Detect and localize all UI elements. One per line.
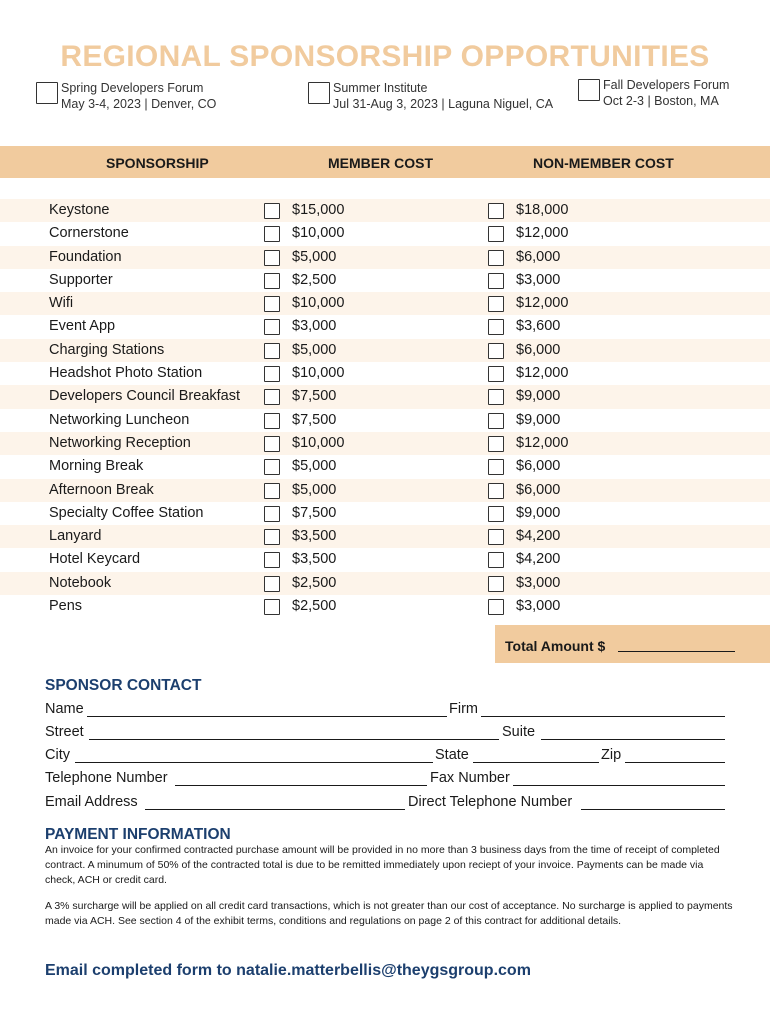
table-row	[0, 502, 770, 525]
member-cost-checkbox[interactable]	[264, 250, 280, 266]
member-cost-checkbox[interactable]	[264, 436, 280, 452]
sponsorship-name: Afternoon Break	[49, 481, 154, 498]
contact-row-name	[45, 701, 725, 719]
member-cost-value: $5,000	[292, 481, 337, 498]
non-member-cost-value: $12,000	[516, 225, 569, 242]
member-cost-checkbox[interactable]	[264, 319, 280, 335]
member-cost-value: $5,000	[292, 341, 337, 358]
table-row	[0, 432, 770, 455]
sponsorship-name: Event App	[49, 318, 116, 335]
sponsorship-name: Headshot Photo Station	[49, 365, 203, 382]
sponsorship-name: Foundation	[49, 248, 122, 265]
non-member-cost-checkbox[interactable]	[488, 319, 504, 335]
table-row	[0, 362, 770, 385]
non-member-cost-checkbox[interactable]	[488, 413, 504, 429]
member-cost-value: $3,000	[292, 318, 337, 335]
non-member-cost-checkbox[interactable]	[488, 483, 504, 499]
header-sponsorship: SPONSORSHIP	[106, 155, 209, 171]
sponsorship-name: Morning Break	[49, 458, 144, 475]
direct-phone-label: Direct Telephone Number	[408, 794, 573, 810]
suite-label: Suite	[502, 724, 536, 740]
sponsor-contact-heading: SPONSOR CONTACT	[45, 677, 202, 694]
member-cost-checkbox[interactable]	[264, 459, 280, 475]
contact-row-street	[45, 724, 725, 742]
non-member-cost-checkbox[interactable]	[488, 273, 504, 289]
sponsorship-name: Notebook	[49, 574, 112, 591]
non-member-cost-checkbox[interactable]	[488, 552, 504, 568]
table-row	[0, 409, 770, 432]
fax-label: Fax Number	[430, 770, 510, 786]
member-cost-checkbox[interactable]	[264, 389, 280, 405]
street-field[interactable]	[89, 739, 499, 740]
zip-field[interactable]	[625, 762, 725, 763]
contact-row-city	[45, 747, 725, 765]
table-row	[0, 595, 770, 618]
member-cost-checkbox[interactable]	[264, 599, 280, 615]
member-cost-value: $10,000	[292, 365, 345, 382]
non-member-cost-checkbox[interactable]	[488, 506, 504, 522]
fax-field[interactable]	[513, 785, 725, 786]
suite-field[interactable]	[541, 739, 725, 740]
non-member-cost-value: $6,000	[516, 248, 561, 265]
event-checkbox-spring[interactable]	[36, 82, 58, 104]
table-row	[0, 246, 770, 269]
table-row	[0, 269, 770, 292]
member-cost-value: $7,500	[292, 388, 337, 405]
telephone-field[interactable]	[175, 785, 427, 786]
payment-paragraph-1: An invoice for your confirmed contracted purchase amount will be provided in no more than 3 business days from the time of receipt of completed contract. A minumum of 50% of the contracted total is due to be remitted immediately upon reciept of your invoice. Payments can be made via check, ACH or credit card.	[45, 844, 720, 886]
non-member-cost-value: $6,000	[516, 458, 561, 475]
sponsorship-name: Supporter	[49, 271, 113, 288]
firm-label: Firm	[449, 701, 478, 717]
non-member-cost-value: $3,000	[516, 271, 561, 288]
member-cost-value: $7,500	[292, 504, 337, 521]
non-member-cost-checkbox[interactable]	[488, 389, 504, 405]
event-checkbox-fall[interactable]	[578, 79, 600, 101]
non-member-cost-checkbox[interactable]	[488, 250, 504, 266]
member-cost-value: $5,000	[292, 248, 337, 265]
non-member-cost-value: $9,000	[516, 388, 561, 405]
state-label: State	[435, 747, 469, 763]
member-cost-value: $2,500	[292, 574, 337, 591]
contact-row-email	[45, 794, 725, 812]
non-member-cost-checkbox[interactable]	[488, 529, 504, 545]
member-cost-checkbox[interactable]	[264, 273, 280, 289]
email-field[interactable]	[145, 809, 405, 810]
sponsorship-name: Networking Reception	[49, 434, 191, 451]
payment-paragraph-2: A 3% surcharge will be applied on all credit card transactions, which is not greater than our cost of acceptance. No surcharge is applied to payments made via ACH. See section 4 of the exhibit terms, conditions and regulations on page 2 of this contract for additional details.	[45, 900, 733, 927]
email-instructions: Email completed form to natalie.matterbellis@theygsgroup.com	[45, 962, 531, 979]
sponsorship-name: Hotel Keycard	[49, 551, 141, 568]
non-member-cost-checkbox[interactable]	[488, 459, 504, 475]
total-amount-label: Total Amount $	[505, 638, 606, 654]
table-row	[0, 385, 770, 408]
telephone-label: Telephone Number	[45, 770, 168, 786]
non-member-cost-value: $6,000	[516, 341, 561, 358]
non-member-cost-value: $12,000	[516, 434, 569, 451]
event-details: May 3-4, 2023 | Denver, CO	[61, 97, 217, 111]
non-member-cost-checkbox[interactable]	[488, 576, 504, 592]
table-row	[0, 525, 770, 548]
non-member-cost-checkbox[interactable]	[488, 343, 504, 359]
table-row	[0, 339, 770, 362]
table-header	[0, 146, 770, 178]
table-row	[0, 572, 770, 595]
member-cost-checkbox[interactable]	[264, 203, 280, 219]
member-cost-checkbox[interactable]	[264, 529, 280, 545]
non-member-cost-value: $9,000	[516, 504, 561, 521]
sponsorship-name: Specialty Coffee Station	[49, 504, 204, 521]
event-details: Oct 2-3 | Boston, MA	[603, 94, 719, 108]
sponsorship-name: Developers Council Breakfast	[49, 388, 241, 405]
header-member-cost: MEMBER COST	[328, 155, 433, 171]
sponsorship-name: Keystone	[49, 202, 110, 218]
member-cost-checkbox[interactable]	[264, 366, 280, 382]
member-cost-checkbox[interactable]	[264, 413, 280, 429]
member-cost-value: $10,000	[292, 295, 345, 312]
non-member-cost-value: $4,200	[516, 551, 561, 568]
sponsorship-name: Cornerstone	[49, 225, 129, 242]
sponsorship-name: Charging Stations	[49, 341, 165, 358]
sponsorship-table	[0, 199, 770, 618]
direct-phone-field[interactable]	[581, 809, 725, 810]
non-member-cost-checkbox[interactable]	[488, 203, 504, 219]
contact-row-telephone	[45, 770, 725, 788]
member-cost-value: $2,500	[292, 271, 337, 288]
non-member-cost-value: $12,000	[516, 295, 569, 312]
member-cost-checkbox[interactable]	[264, 552, 280, 568]
member-cost-checkbox[interactable]	[264, 296, 280, 312]
table-row	[0, 292, 770, 315]
event-details: Jul 31-Aug 3, 2023 | Laguna Niguel, CA	[333, 97, 554, 111]
city-field[interactable]	[75, 762, 433, 763]
non-member-cost-value: $9,000	[516, 411, 561, 428]
non-member-cost-value: $4,200	[516, 528, 561, 545]
table-row	[0, 315, 770, 338]
sponsorship-name: Pens	[49, 598, 83, 615]
sponsorship-name: Wifi	[49, 295, 74, 312]
non-member-cost-checkbox[interactable]	[488, 366, 504, 382]
non-member-cost-checkbox[interactable]	[488, 296, 504, 312]
event-name: Spring Developers Forum	[61, 81, 204, 95]
table-row	[0, 222, 770, 245]
event-option-summer[interactable]	[308, 80, 553, 112]
total-amount-box	[495, 625, 770, 663]
table-row	[0, 548, 770, 571]
member-cost-value: $7,500	[292, 411, 337, 428]
member-cost-checkbox[interactable]	[264, 343, 280, 359]
non-member-cost-checkbox[interactable]	[488, 599, 504, 615]
non-member-cost-checkbox[interactable]	[488, 436, 504, 452]
member-cost-checkbox[interactable]	[264, 576, 280, 592]
non-member-cost-value: $3,000	[516, 598, 561, 615]
event-checkbox-summer[interactable]	[308, 82, 330, 104]
table-row	[0, 479, 770, 502]
member-cost-value: $3,500	[292, 528, 337, 545]
non-member-cost-value: $6,000	[516, 481, 561, 498]
event-name: Fall Developers Forum	[603, 78, 730, 92]
member-cost-value: $3,500	[292, 551, 337, 568]
street-label: Street	[45, 724, 84, 740]
payment-info-heading: PAYMENT INFORMATION	[45, 826, 231, 843]
member-cost-checkbox[interactable]	[264, 506, 280, 522]
firm-field[interactable]	[481, 716, 725, 717]
member-cost-value: $15,000	[292, 202, 345, 218]
non-member-cost-value: $12,000	[516, 365, 569, 382]
non-member-cost-checkbox[interactable]	[488, 226, 504, 242]
member-cost-value: $5,000	[292, 458, 337, 475]
member-cost-value: $2,500	[292, 598, 337, 615]
total-amount-field[interactable]	[618, 651, 735, 652]
name-label: Name	[45, 701, 84, 717]
member-cost-checkbox[interactable]	[264, 483, 280, 499]
member-cost-value: $10,000	[292, 434, 345, 451]
page-title: REGIONAL SPONSORSHIP OPPORTUNITIES	[60, 40, 710, 73]
event-option-spring[interactable]	[36, 80, 216, 112]
table-row	[0, 455, 770, 478]
email-label: Email Address	[45, 794, 138, 810]
event-option-fall[interactable]	[578, 77, 729, 109]
member-cost-value: $10,000	[292, 225, 345, 242]
non-member-cost-value: $18,000	[516, 202, 569, 218]
state-field[interactable]	[473, 762, 599, 763]
sponsorship-name: Lanyard	[49, 528, 102, 545]
member-cost-checkbox[interactable]	[264, 226, 280, 242]
non-member-cost-value: $3,000	[516, 574, 561, 591]
event-name: Summer Institute	[333, 81, 428, 95]
city-label: City	[45, 747, 70, 763]
table-row	[0, 199, 770, 222]
header-non-member-cost: NON-MEMBER COST	[533, 155, 674, 171]
sponsorship-name: Networking Luncheon	[49, 411, 190, 428]
zip-label: Zip	[601, 747, 622, 763]
name-field[interactable]	[87, 716, 447, 717]
non-member-cost-value: $3,600	[516, 318, 561, 335]
